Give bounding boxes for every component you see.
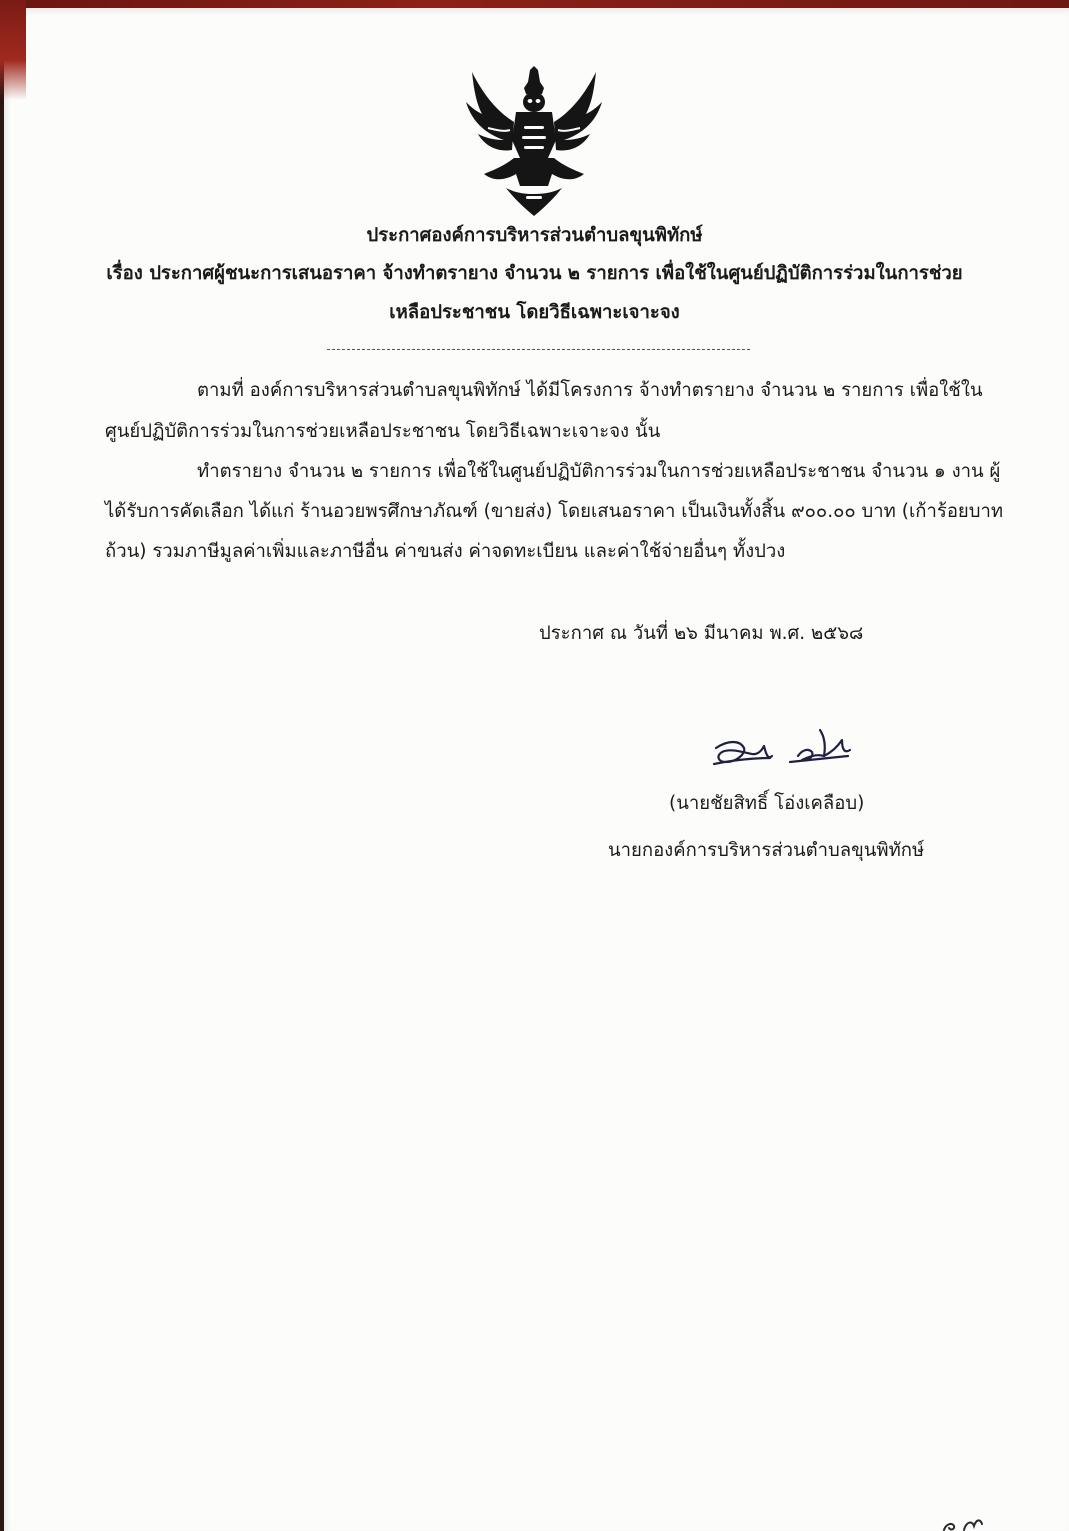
announcement-subject-line2: เหลือประชาชน โดยวิธีเฉพาะเจาะจง	[389, 302, 680, 323]
para2-line1: ทำตรายาง จำนวน ๒ รายการ เพื่อใช้ในศูนย์ปฏิบัติการร่วมในการช่วยเหลือประชาชน จำนวน ๑ งาน ผู้	[197, 461, 1001, 482]
handwritten-page-number	[936, 1508, 996, 1531]
scan-edge-left	[0, 0, 26, 100]
announcement-date: ประกาศ ณ วันที่ ๒๖ มีนาคม พ.ศ. ๒๕๖๘	[539, 623, 864, 644]
para2-line2: ได้รับการคัดเลือก ได้แก่ ร้านอวยพรศึกษาภัณฑ์ (ขายส่ง) โดยเสนอราคา เป็นเงินทั้งสิ้น ๙๐๐.๐๐ บาท (เก้าร้อยบาท	[105, 501, 1004, 522]
para2-line3: ถ้วน) รวมภาษีมูลค่าเพิ่มและภาษีอื่น ค่าขนส่ง ค่าจดทะเบียน และค่าใช้จ่ายอื่นๆ ทั้งปวง	[105, 541, 786, 562]
announcement-issuer: ประกาศองค์การบริหารส่วนตำบลขุนพิทักษ์	[366, 225, 703, 246]
signatory-name: (นายชัยสิทธิ์ โอ่งเคลือบ)	[669, 793, 865, 814]
heading-divider	[327, 349, 750, 350]
para1-line2: ศูนย์ปฏิบัติการร่วมในการช่วยเหลือประชาชน โดยวิธีเฉพาะเจาะจง นั้น	[105, 421, 661, 442]
handwritten-signature	[708, 726, 858, 774]
announcement-subject-line1: เรื่อง ประกาศผู้ชนะการเสนอราคา จ้างทำตรายาง จำนวน ๒ รายการ เพื่อใช้ในศูนย์ปฏิบัติการร่วมในการช่วย	[106, 263, 963, 284]
signatory-position: นายกองค์การบริหารส่วนตำบลขุนพิทักษ์	[608, 840, 925, 861]
garuda-emblem-icon	[464, 66, 604, 218]
para1-line1: ตามที่ องค์การบริหารส่วนตำบลขุนพิทักษ์ ได้มีโครงการ จ้างทำตรายาง จำนวน ๒ รายการ เพื่อใช้ใน	[197, 380, 983, 401]
